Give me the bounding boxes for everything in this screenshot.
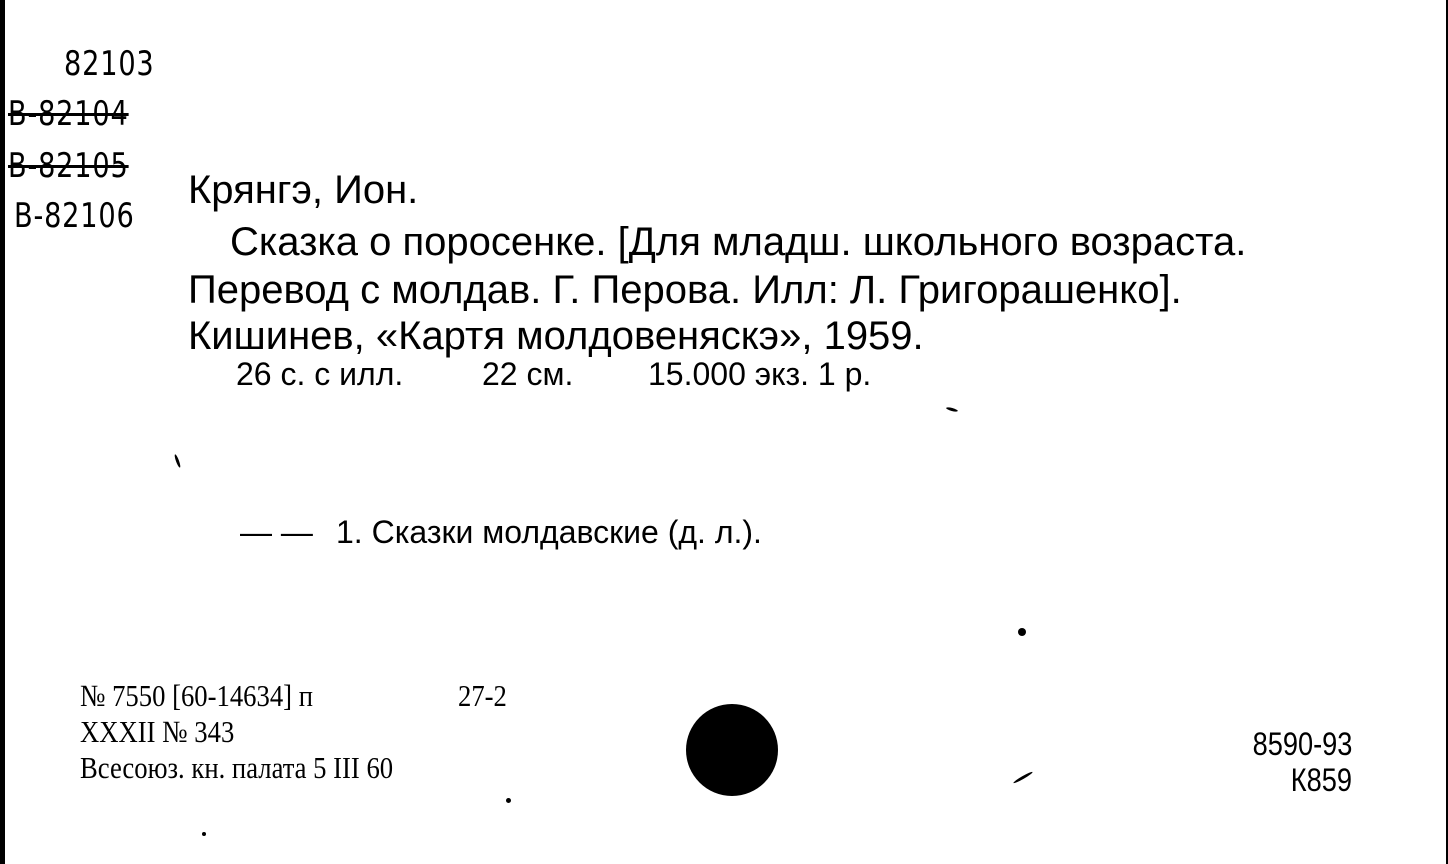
footer-line-3: Всесоюз. кн. палата 5 III 60 bbox=[80, 750, 394, 785]
punch-hole bbox=[686, 704, 778, 796]
footer-line-1: № 7550 [60-14634] п bbox=[80, 678, 313, 713]
scan-speck bbox=[202, 832, 206, 836]
pages-info: 26 с. с илл. bbox=[236, 356, 404, 392]
title-line-3: Кишинев, «Картя молдовеняскэ», 1959. bbox=[188, 314, 924, 358]
handwritten-number-1: 82103 bbox=[64, 44, 155, 84]
size-info: 22 см. bbox=[482, 356, 574, 392]
author-heading: Крянгэ, Ион. bbox=[188, 168, 419, 212]
scan-speck bbox=[1018, 628, 1026, 636]
classification-code-2: К859 bbox=[1290, 762, 1352, 798]
subject-heading: 1. Сказки молдавские (д. л.). bbox=[336, 514, 762, 550]
print-run-price: 15.000 экз. 1 р. bbox=[648, 356, 872, 392]
title-line-1: Сказка о поросенке. [Для младш. школьного возраста. bbox=[230, 220, 1247, 264]
classification-code-1: 8590-93 bbox=[1252, 726, 1352, 762]
title-line-2: Перевод с молдав. Г. Перова. Илл: Л. Григорашенко]. bbox=[188, 268, 1182, 312]
footer-line-1-code: 27-2 bbox=[458, 678, 507, 713]
footer-line-2: XXXII № 343 bbox=[80, 714, 235, 749]
scan-mark bbox=[1013, 771, 1034, 785]
scan-speck bbox=[506, 798, 511, 803]
handwritten-number-4: B-82106 bbox=[14, 196, 135, 236]
scan-mark bbox=[174, 454, 182, 468]
subject-dashes: — — bbox=[240, 514, 313, 550]
scan-mark bbox=[946, 406, 958, 412]
handwritten-number-3: B-82105 bbox=[8, 146, 129, 186]
handwritten-number-2: B-82104 bbox=[8, 94, 129, 134]
card-left-edge bbox=[0, 0, 5, 864]
